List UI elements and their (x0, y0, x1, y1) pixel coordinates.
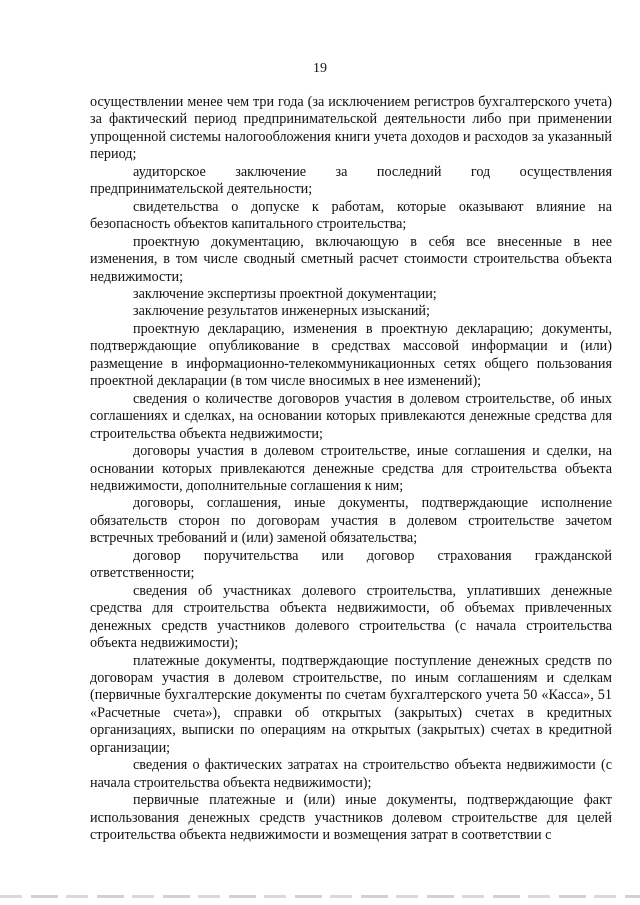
paragraph-9: договоры участия в долевом строительстве, иные соглашения и сделки, на основании которых привлекаются денежные средства для строительства объекта недвижимости, дополнительные соглашения к ним; (90, 443, 612, 494)
paragraph-3: свидетельства о допуске к работам, которые оказывают влияние на безопасность объектов капитального строительства; (90, 198, 612, 233)
paragraph-14: сведения о фактических затратах на строительство объекта недвижимости (с начала строительства объекта недвижимости); (90, 757, 612, 791)
paragraph-13: платежные документы, подтверждающие поступление денежных средств по договорам участия в долевом строительстве, по иным соглашениям и сделкам (первичные бухгалтерские документы по счетам бухгалтерского учета 50 «Касса», 51 «Расчетные счета»), справки об открытых (закрытых) счетах в кредитных организациях, выписки по операциям на открытых (закрытых) счетах в кредитной организации; (90, 652, 612, 756)
paragraph-10: договоры, соглашения, иные документы, подтверждающие исполнение обязательств сторон по договорам участия в долевом строительстве зачетом встречных требований и (или) заменой обязательства; (90, 495, 612, 547)
paragraph-2: аудиторское заключение за последний год осуществления предпринимательской деятельности; (90, 163, 612, 198)
page-number: 19 (313, 61, 327, 76)
paragraph-4: проектную документацию, включающую в себя все внесенные в нее изменения, в том числе сводный сметный расчет стоимости строительства объекта недвижимости; (90, 233, 612, 285)
paragraph-8: сведения о количестве договоров участия в долевом строительстве, об иных соглашениях и сделках, на основании которых привлекаются денежные средства для строительства объекта недвижимости; (90, 390, 612, 442)
paragraph-15: первичные платежные и (или) иные документы, подтверждающие факт использования денежных средств участников долевом строительстве для целей строительства объекта недвижимости и возмещения затрат в соответствии с (90, 792, 612, 844)
document-body (90, 94, 612, 844)
paragraph-1: осуществлении менее чем три года (за исключением регистров бухгалтерского учета) за фактический период предпринимательской деятельности либо при применении упрощенной системы налогообложения книги учета доходов и расходов за указанный период; (90, 94, 612, 163)
scan-edge-artifact (0, 895, 640, 898)
paragraph-12: сведения об участниках долевого строительства, уплативших денежные средства для строительства объекта недвижимости, об объемах привлеченных денежных средств участников долевого строительства (с начала строительства объекта недвижимости); (90, 582, 612, 652)
paragraph-5: заключение экспертизы проектной документации; (133, 285, 437, 302)
paragraph-6: заключение результатов инженерных изысканий; (133, 303, 430, 320)
paragraph-11: договор поручительства или договор страхования гражданской ответственности; (90, 547, 612, 582)
paragraph-7: проектную декларацию, изменения в проектную декларацию; документы, подтверждающие опубликование в средствах массовой информации и (или) размещение в информационно-телекоммуникационных сетях общего пользования проектной декларации (в том числе вносимых в нее изменений); (90, 320, 612, 390)
